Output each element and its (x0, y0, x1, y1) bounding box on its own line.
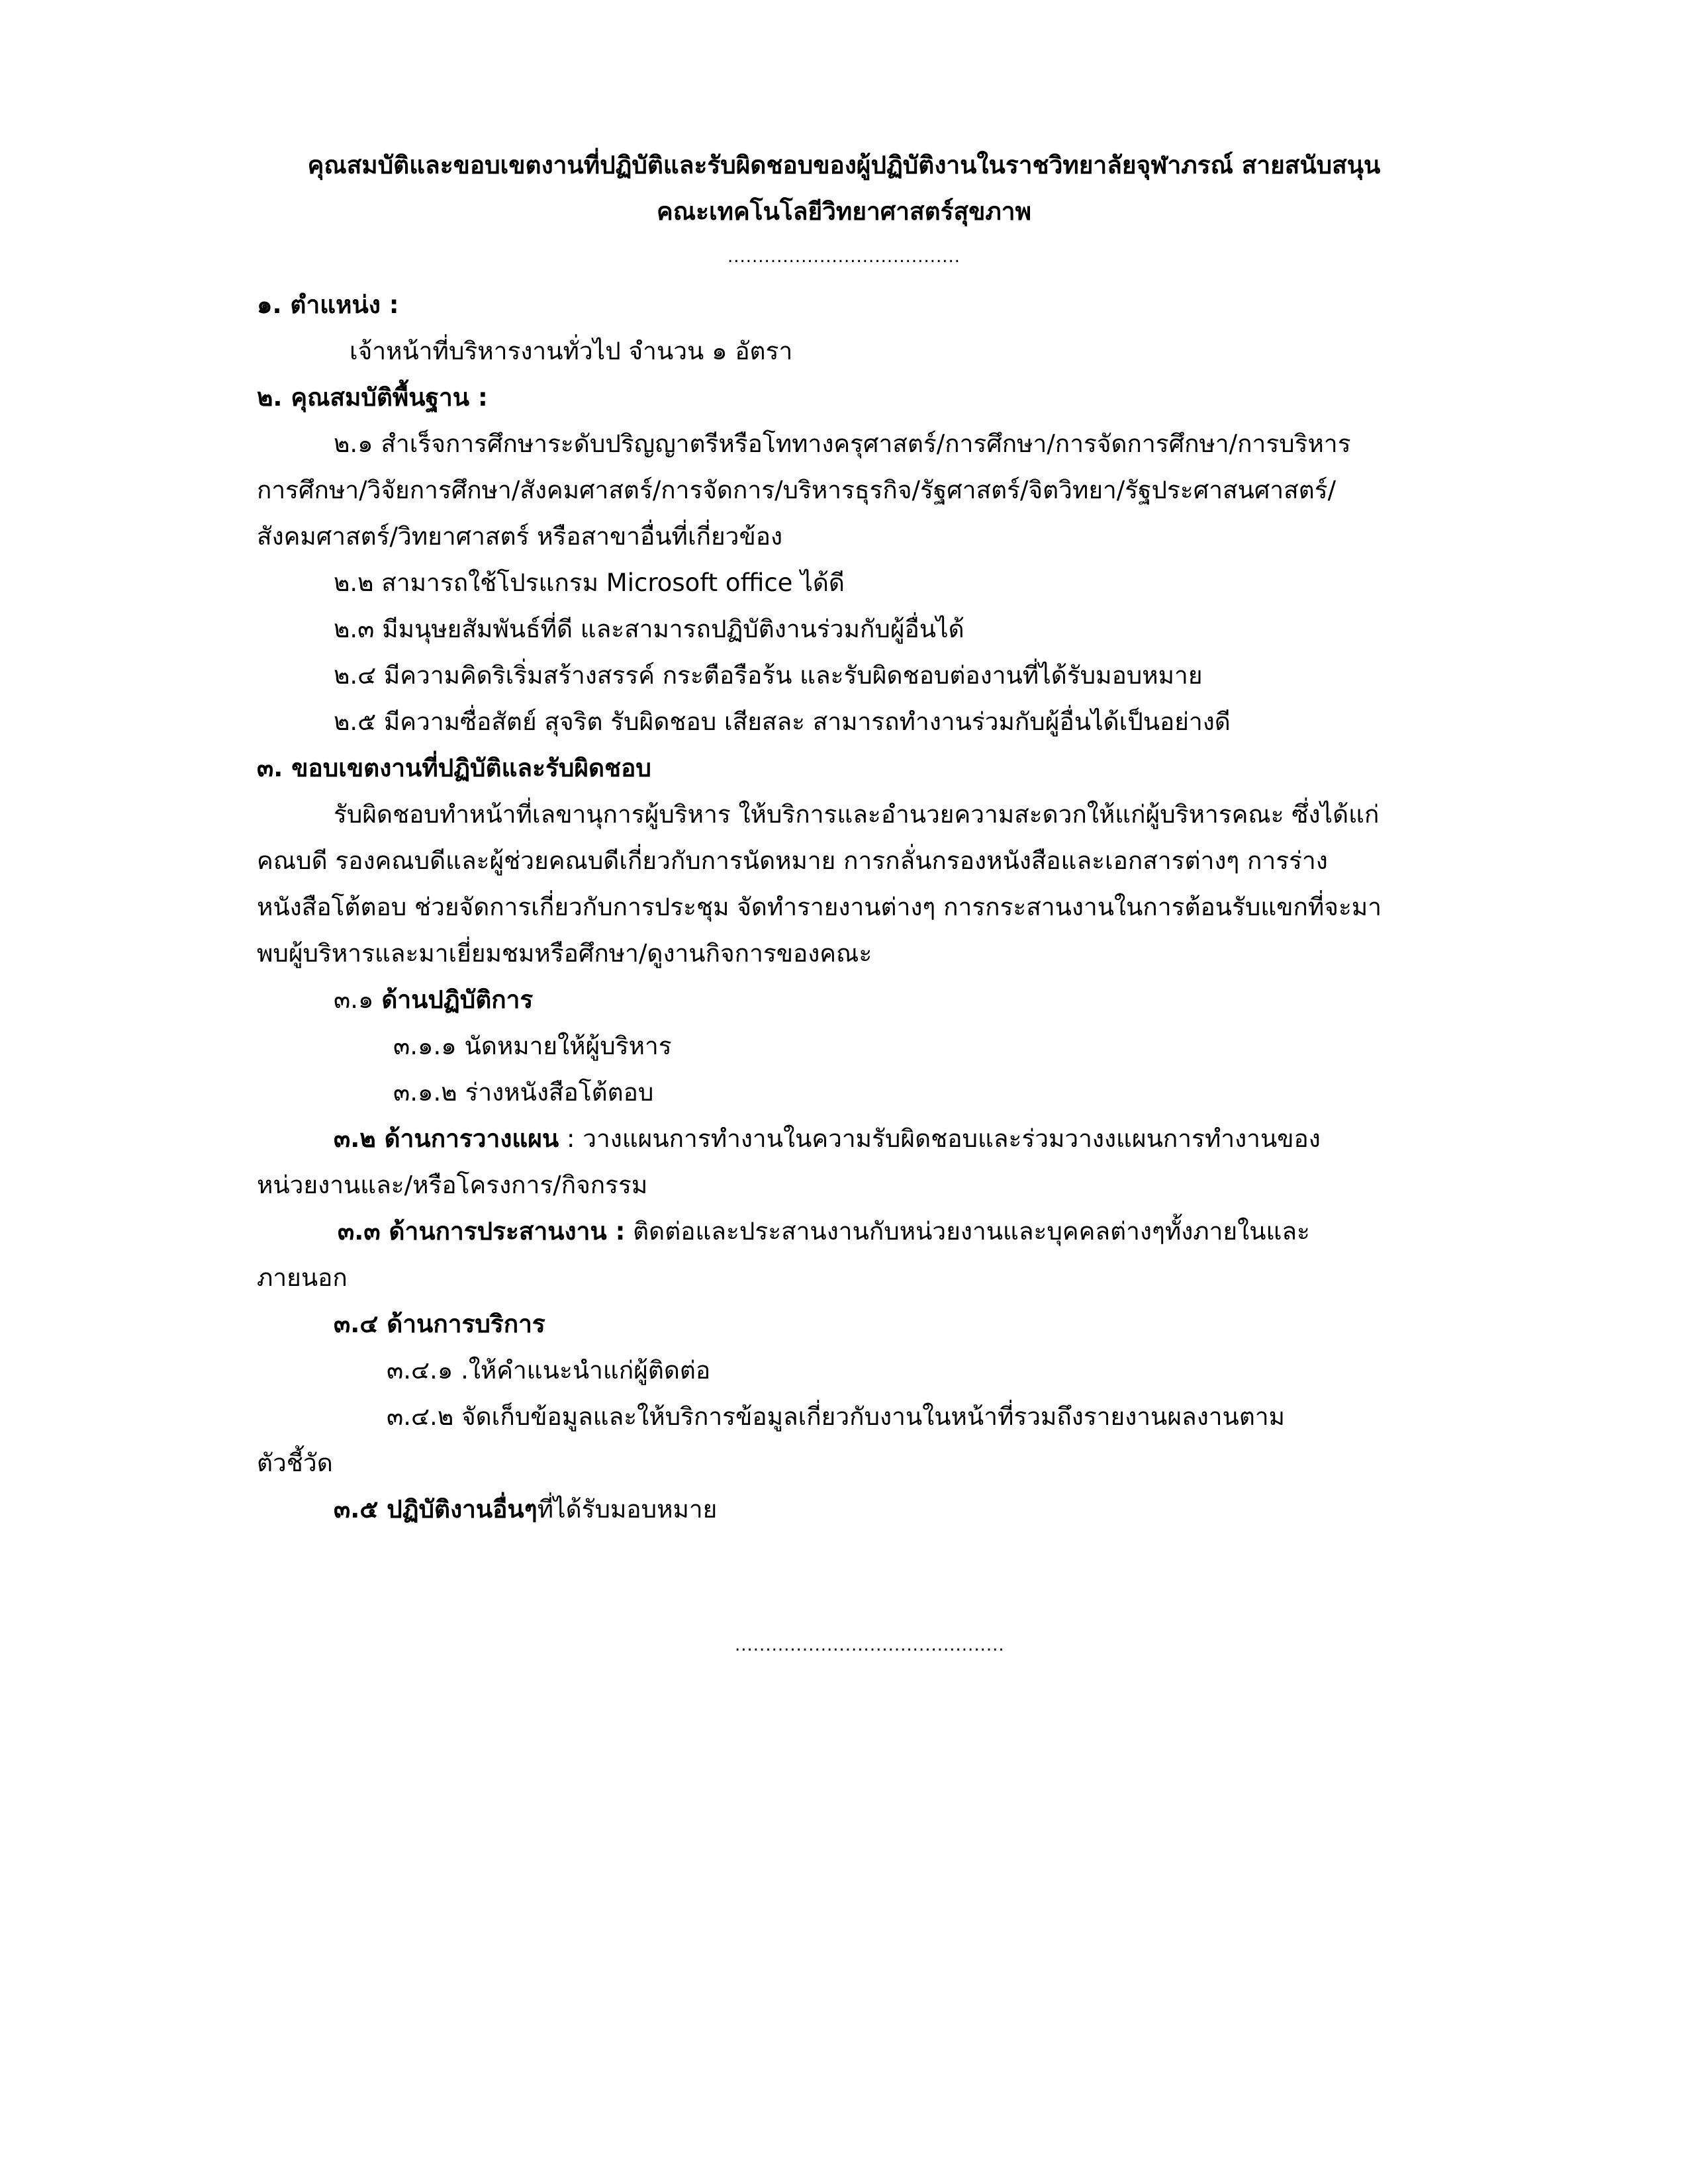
section-3-heading: ๓. ขอบเขตงานที่ปฏิบัติและรับผิดชอบ (257, 754, 651, 782)
scope-paragraph-line2: คณบดี รองคณบดีและผู้ช่วยคณบดีเกี่ยวกับการนัดหมาย การกลั่นกรองหนังสือและเอกสารต่างๆ การร่าง (257, 846, 1328, 875)
footer-separator: ............................................ (735, 1635, 1005, 1655)
subsection-3-4-label: ๓.๔ ด้านการบริการ (334, 1310, 545, 1338)
scope-paragraph-line3: หนังสือโต้ตอบ ช่วยจัดการเกี่ยวกับการประชุม จัดทำรายงานต่างๆ การกระสานงานในการต้อนรับแขกที่จะมา (257, 893, 1382, 921)
item-3-1-1: ๓.๑.๑ นัดหมายให้ผู้บริหาร (393, 1032, 672, 1060)
page-title: คุณสมบัติและขอบเขตงานที่ปฏิบัติและรับผิดชอบของผู้ปฏิบัติงานในราชวิทยาลัยจุฬาภรณ์ สายสนับสนุน (307, 151, 1381, 179)
qualification-2-1-line3: สังคมศาสตร์/วิทยาศาสตร์ หรือสาขาอื่นที่เกี่ยวข้อง (257, 522, 783, 551)
subsection-3-2-text: : วางแผนการทำงานในความรับผิดชอบและร่วมวางงแผนการทำงานของ (559, 1124, 1321, 1153)
title-separator: ...................................... (727, 247, 961, 267)
subsection-3-2-label: ๓.๒ ด้านการวางแผน (334, 1124, 559, 1153)
subsection-3-1 (334, 983, 533, 1017)
qualification-2-5: ๒.๕ มีความซื่อสัตย์ สุจริต รับผิดชอบ เสียสละ สามารถทำงานร่วมกับผู้อื่นได้เป็นอย่างดี (334, 707, 1231, 736)
qualification-2-4: ๒.๔ มีความคิดริเริ่มสร้างสรรค์ กระตือรือร้น และรับผิดชอบต่องานที่ได้รับมอบหมาย (334, 661, 1203, 690)
subsection-3-3-line2: ภายนอก (257, 1263, 348, 1292)
subsection-3-1-number: ๓.๑ (334, 985, 374, 1014)
item-3-4-2-line2: ตัวชี้วัด (257, 1449, 333, 1477)
section-1-text: เจ้าหน้าที่บริหารงานทั่วไป จำนวน ๑ อัตรา (350, 337, 793, 365)
qualification-2-2: ๒.๒ สามารถใช้โปรแกรม Microsoft office ได้ดี (334, 569, 845, 597)
subsection-3-3-label: ๓.๓ ด้านการประสานงาน : (338, 1217, 626, 1246)
item-3-1-2: ๓.๑.๒ ร่างหนังสือโต้ตอบ (393, 1078, 654, 1107)
qualification-2-3: ๒.๓ มีมนุษยสัมพันธ์ที่ดี และสามารถปฏิบัติงานร่วมกับผู้อื่นได้ (334, 615, 964, 643)
section-1-heading: ๑. ตำแหน่ง : (257, 291, 399, 319)
item-3-4-1: ๓.๔.๑ .ให้คำแนะนำแก่ผู้ติดต่อ (387, 1356, 711, 1385)
section-2-heading: ๒. คุณสมบัติพื้นฐาน : (257, 383, 488, 412)
subsection-3-5-label: ๓.๕ ปฏิบัติงานอื่นๆ (334, 1495, 538, 1524)
qualification-2-1-line2: การศึกษา/วิจัยการศึกษา/สังคมศาสตร์/การจัดการ/บริหารธุรกิจ/รัฐศาสตร์/จิตวิทยา/รัฐประศาสนศาสตร์/ (257, 476, 1336, 504)
subsection-3-3 (338, 1214, 1310, 1249)
page-subtitle: คณะเทคโนโลยีวิทยาศาสตร์สุขภาพ (657, 197, 1031, 226)
subsection-3-5 (334, 1492, 717, 1527)
item-3-4-2: ๓.๔.๒ จัดเก็บข้อมูลและให้บริการข้อมูลเกี่ยวกับงานในหน้าที่รวมถึงรายงานผลงานตาม (387, 1402, 1286, 1431)
subsection-3-1-label: ด้านปฏิบัติการ (381, 985, 534, 1014)
qualification-2-1-line1: ๒.๑ สำเร็จการศึกษาระดับปริญญาตรีหรือโททางครุศาสตร์/การศึกษา/การจัดการศึกษา/การบริหาร (334, 430, 1351, 458)
scope-paragraph-line4: พบผู้บริหารและมาเยี่ยมชมหรือศึกษา/ดูงานกิจการของคณะ (257, 939, 872, 968)
subsection-3-2-line2: หน่วยงานและ/หรือโครงการ/กิจกรรม (257, 1171, 648, 1199)
subsection-3-5-text: ที่ได้รับมอบหมาย (537, 1495, 718, 1524)
subsection-3-3-text: ติดต่อและประสานงานกับหน่วยงานและบุคคลต่างๆทั้งภายในและ (625, 1217, 1310, 1246)
subsection-3-2 (334, 1122, 1321, 1156)
scope-paragraph-line1: รับผิดชอบทำหน้าที่เลขานุการผู้บริหาร ให้บริการและอำนวยความสะดวกให้แก่ผู้บริหารคณะ ซึ่งได้แก่ (334, 800, 1380, 829)
